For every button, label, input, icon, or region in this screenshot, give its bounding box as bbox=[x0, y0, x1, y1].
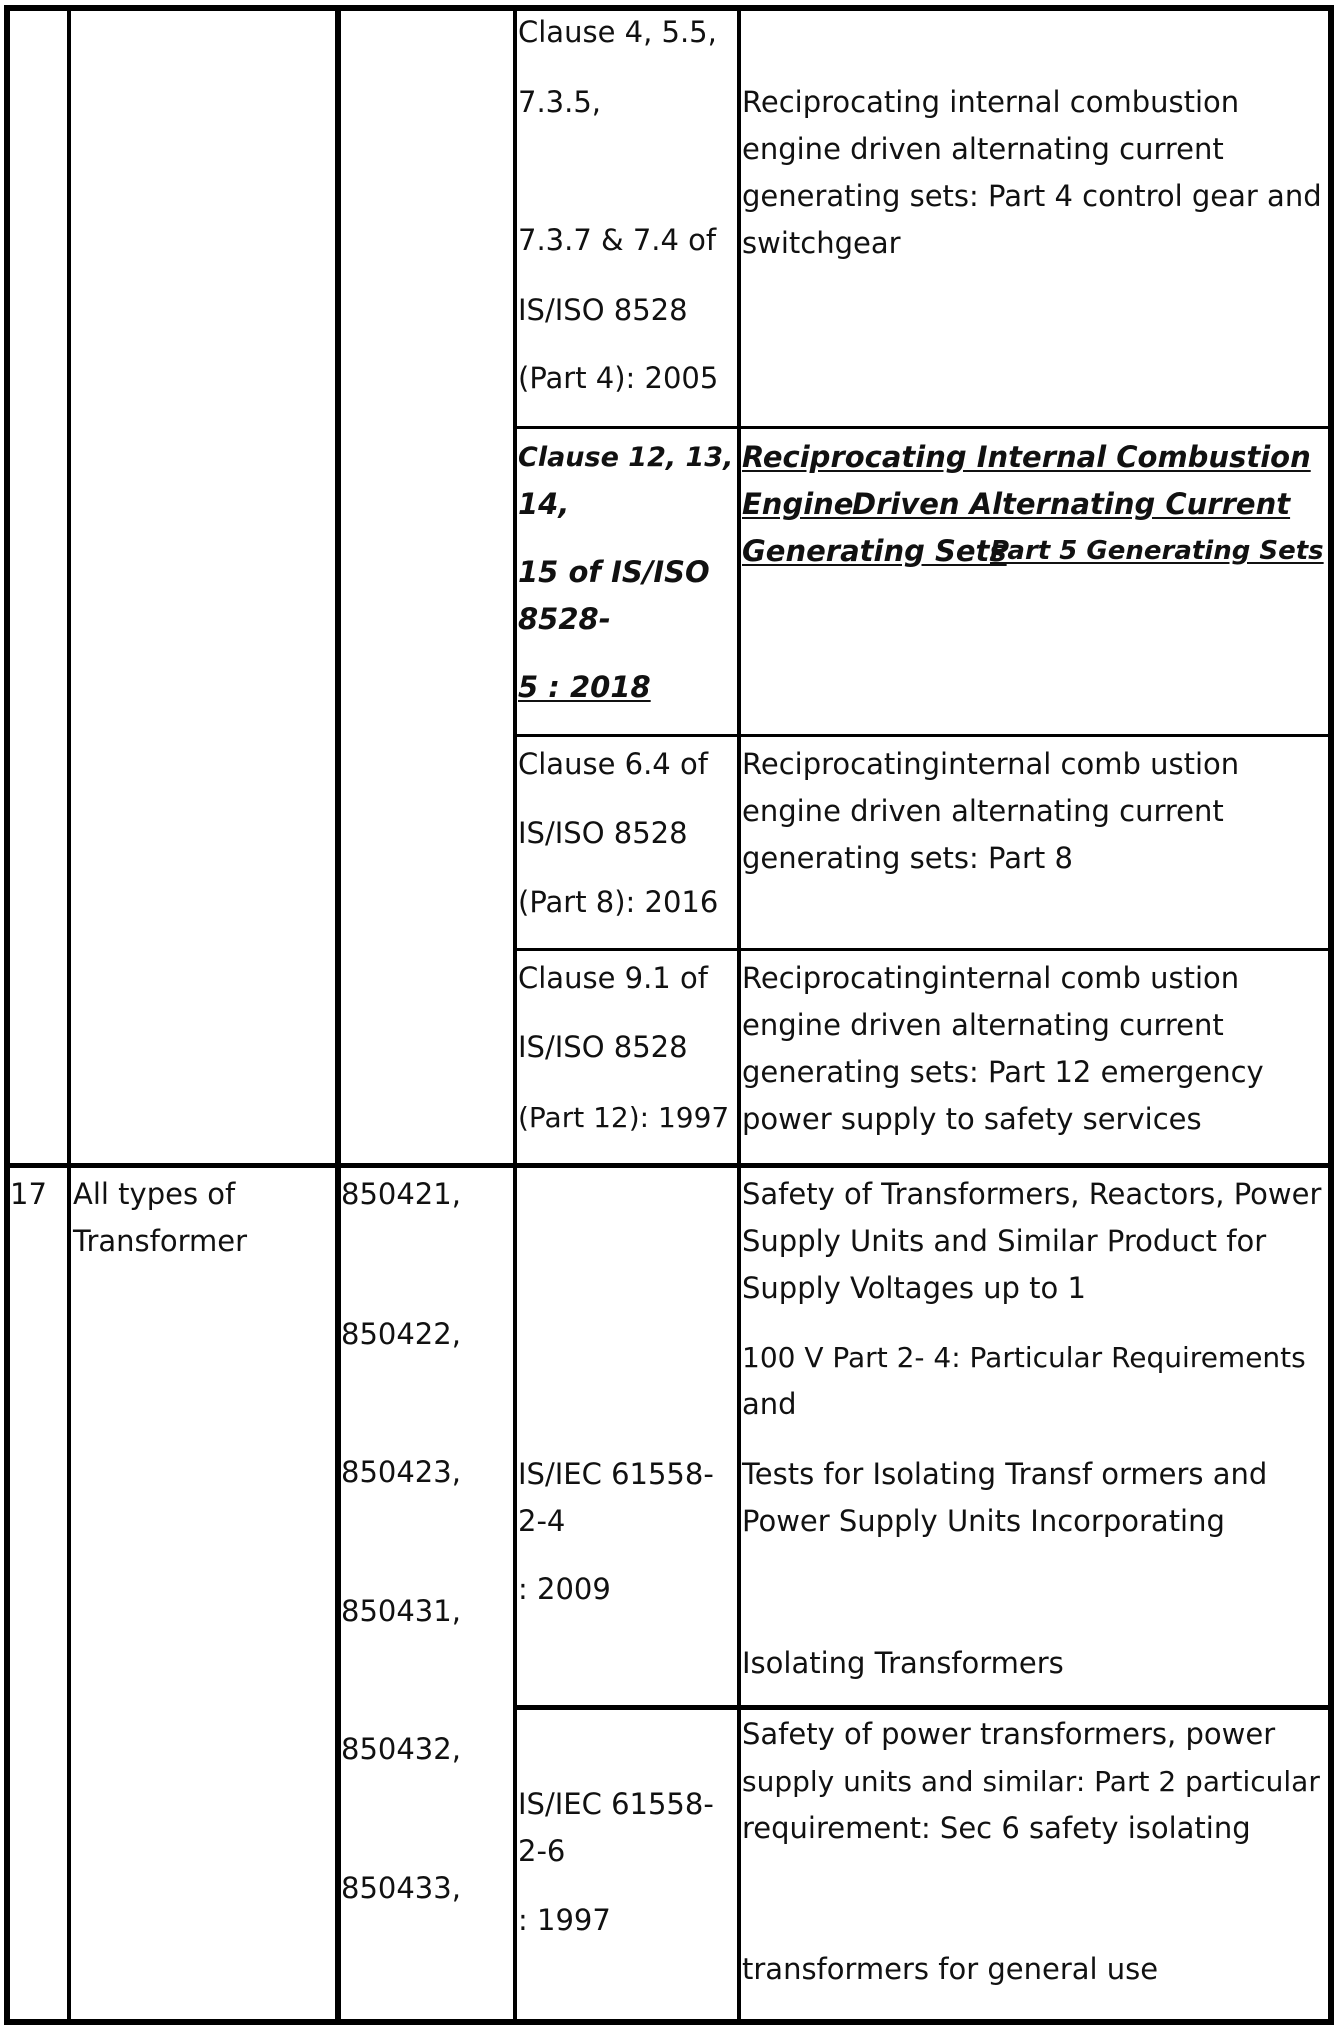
std-line: : 1997 bbox=[518, 1903, 611, 1937]
border-left bbox=[4, 5, 10, 2025]
std-line: IS/IEC 61558- bbox=[518, 1787, 714, 1821]
row-sep-a bbox=[513, 426, 1331, 429]
title-line: Reciprocatinginternal comb ustion bbox=[742, 961, 1240, 995]
title-line: Safety of Transformers, Reactors, Power bbox=[742, 1177, 1322, 1211]
clause-line: (Part 12): 1997 bbox=[518, 1101, 730, 1134]
row-sep-17 bbox=[4, 1163, 1334, 1168]
title-line: Engine bbox=[742, 487, 854, 521]
title-line: Safety of power transformers, power bbox=[742, 1717, 1276, 1751]
title-line: Tests for Isolating Transf ormers and bbox=[742, 1457, 1268, 1491]
clause-line: 14, bbox=[518, 487, 570, 521]
col-sep-1 bbox=[67, 5, 71, 2025]
clause-line: IS/ISO 8528 bbox=[518, 816, 688, 850]
title-line: engine driven alternating current bbox=[742, 794, 1224, 828]
title-line: engine driven alternating current bbox=[742, 1008, 1224, 1042]
std-line: : 2009 bbox=[518, 1572, 611, 1606]
std-line: 2-6 bbox=[518, 1834, 566, 1868]
hs-code: 850422, bbox=[341, 1317, 461, 1351]
title-line: generating sets: Part 8 bbox=[742, 841, 1073, 875]
title-line: supply units and similar: Part 2 particular bbox=[742, 1765, 1320, 1798]
row-sep-b bbox=[513, 734, 1331, 737]
clause-line: Clause 4, 5.5, bbox=[518, 15, 717, 49]
hs-code: 850431, bbox=[341, 1594, 461, 1628]
clause-line: IS/ISO 8528 bbox=[518, 1030, 688, 1064]
title-line: Supply Units and Similar Product for bbox=[742, 1224, 1267, 1258]
title-line: Reciprocatinginternal comb ustion bbox=[742, 747, 1240, 781]
clause-line: Clause 9.1 of bbox=[518, 961, 708, 995]
title-line: generating sets: Part 4 control gear and bbox=[742, 179, 1322, 213]
row-sep-c bbox=[513, 948, 1331, 951]
product-line: Transformer bbox=[73, 1224, 248, 1258]
title-line: Driven Alternating Current bbox=[852, 487, 1291, 521]
sl-no: 17 bbox=[10, 1177, 47, 1211]
title-line: and bbox=[742, 1387, 797, 1421]
clause-line: (Part 8): 2016 bbox=[518, 885, 719, 919]
col-sep-3 bbox=[513, 5, 517, 2025]
title-line: requirement: Sec 6 safety isolating bbox=[742, 1811, 1251, 1845]
clause-line: IS/ISO 8528 bbox=[518, 293, 688, 327]
clause-line: (Part 4): 2005 bbox=[518, 361, 719, 395]
std-line: IS/IEC 61558- bbox=[518, 1457, 714, 1491]
clause-line: 7.3.5, bbox=[518, 85, 602, 119]
border-right bbox=[1328, 5, 1334, 2025]
title-line: Generating Sets bbox=[742, 534, 1007, 568]
row-sep-d bbox=[513, 1705, 1331, 1710]
col-sep-2 bbox=[335, 5, 341, 2025]
product-line: All types of bbox=[73, 1177, 236, 1211]
title-line: Supply Voltages up to 1 bbox=[742, 1271, 1086, 1305]
clause-line: 7.3.7 & 7.4 of bbox=[518, 223, 717, 257]
title-line: 100 V Part 2- 4: Particular Requirements bbox=[742, 1341, 1306, 1374]
clause-line: 5 : 2018 bbox=[518, 670, 651, 704]
title-line: Part 5 Generating Sets bbox=[990, 536, 1324, 566]
hs-code: 850421, bbox=[341, 1177, 461, 1211]
clause-line: Clause 6.4 of bbox=[518, 747, 708, 781]
title-line: generating sets: Part 12 emergency bbox=[742, 1055, 1264, 1089]
title-line: Reciprocating internal combustion bbox=[742, 85, 1240, 119]
hs-code: 850432, bbox=[341, 1732, 461, 1766]
title-line: Reciprocating Internal Combustion bbox=[742, 440, 1311, 474]
hs-code: 850423, bbox=[341, 1455, 461, 1489]
title-line: engine driven alternating current bbox=[742, 132, 1224, 166]
title-line: Power Supply Units Incorporating bbox=[742, 1504, 1225, 1538]
hs-code: 850433, bbox=[341, 1871, 461, 1905]
title-line: transformers for general use bbox=[742, 1952, 1159, 1986]
std-line: 2-4 bbox=[518, 1504, 566, 1538]
clause-line: Clause 12, 13, bbox=[518, 442, 734, 473]
border-bottom bbox=[4, 2019, 1334, 2025]
title-line: Isolating Transformers bbox=[742, 1646, 1064, 1680]
col-sep-4 bbox=[737, 5, 741, 2025]
title-line: power supply to safety services bbox=[742, 1102, 1202, 1136]
title-line: switchgear bbox=[742, 226, 901, 260]
clause-line: 15 of IS/ISO bbox=[518, 555, 710, 589]
clause-line: 8528- bbox=[518, 602, 611, 636]
